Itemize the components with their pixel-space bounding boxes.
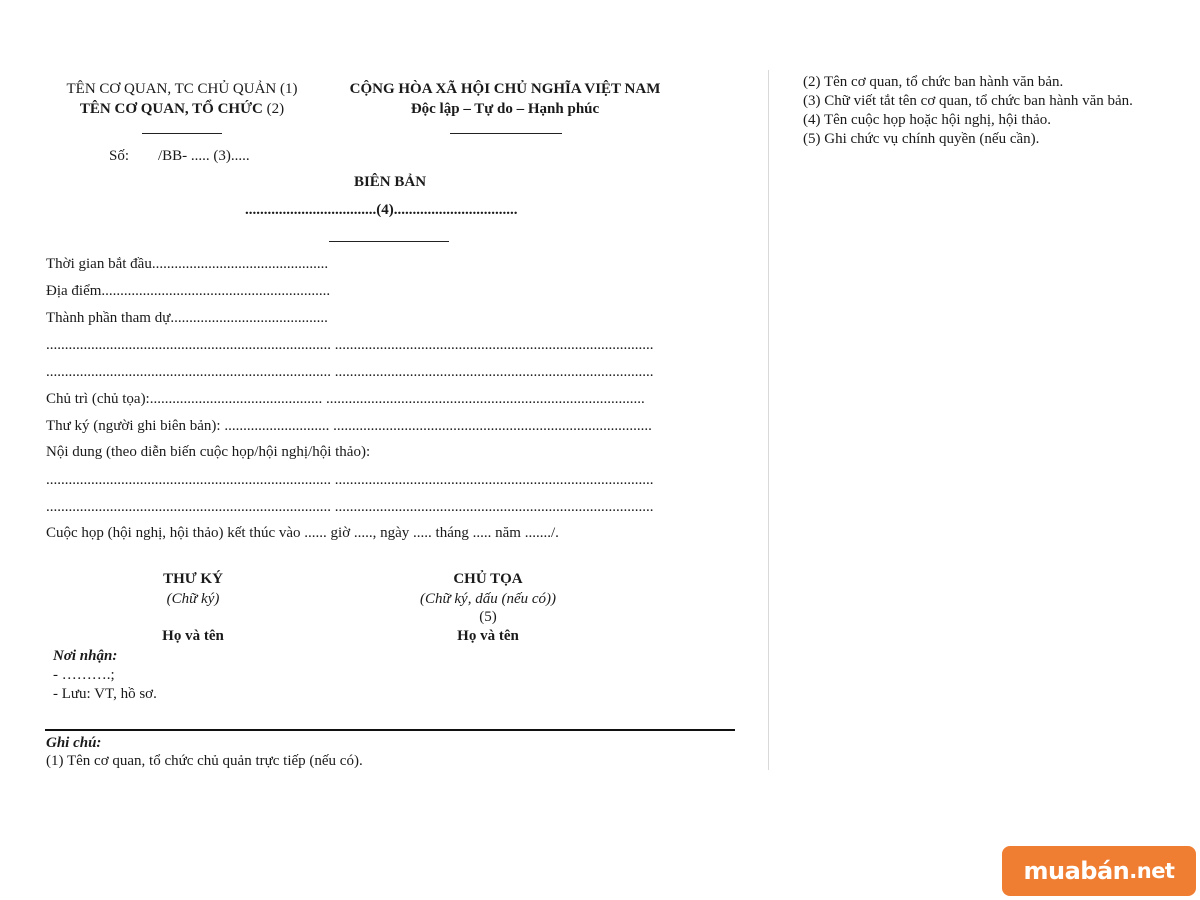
end-time-field: Cuộc họp (hội nghị, hội thảo) kết thúc vào ...... giờ ....., ngày ..... tháng ..... năm ......./. [46, 525, 559, 541]
recipients-label: Nơi nhận: [53, 648, 118, 664]
title-rule [329, 241, 449, 242]
note-item: (2) Tên cơ quan, tổ chức ban hành văn bản. [803, 74, 1064, 90]
secretary-name-label: Họ và tên [162, 628, 224, 644]
logo-brand: muabán [1023, 857, 1130, 885]
muaban-logo [1002, 846, 1196, 896]
doc-number-label: Số: [109, 148, 130, 164]
parent-org-name: TÊN CƠ QUAN, TC CHỦ QUẢN (1) [66, 81, 298, 97]
header-right-rule [450, 133, 562, 134]
content-dots-line-1: ............................................................................ ..................................................................................... [46, 472, 654, 488]
recipient-item: - Lưu: VT, hồ sơ. [53, 686, 157, 702]
chair-signature-ref: (5) [479, 609, 497, 625]
chair-name-label: Họ và tên [457, 628, 519, 644]
participants-field: Thành phần tham dự.......................................... [46, 310, 328, 326]
chair-signature-note: (Chữ ký, dấu (nếu có)) [419, 591, 557, 607]
org-name-line [40, 100, 324, 118]
logo-tld: .net [1129, 859, 1175, 883]
chair-field: Chủ trì (chủ tọa):.............................................. ..................................................................................... [46, 391, 645, 407]
note-item: (3) Chữ viết tắt tên cơ quan, tổ chức ban hành văn bản. [803, 93, 1133, 109]
org-name-note: (2) [262, 101, 285, 117]
content-field: Nội dung (theo diễn biến cuộc họp/hội nghị/hội thảo): [46, 444, 371, 460]
start-time-field: Thời gian bắt đầu............................................... [46, 256, 329, 272]
doc-number-value: /BB- ..... (3)..... [158, 148, 250, 164]
note-item: (5) Ghi chức vụ chính quyền (nếu cần). [803, 131, 1040, 147]
chair-signature-title: CHỦ TỌA [453, 571, 523, 587]
location-field: Địa điểm............................................................. [46, 283, 331, 299]
participants-dots-line-1: ............................................................................ ..................................................................................... [46, 337, 654, 353]
column-separator [768, 70, 769, 770]
header-left-rule [142, 133, 222, 134]
content-dots-line-2: ............................................................................ ..................................................................................... [46, 499, 654, 515]
notes-label: Ghi chú: [46, 735, 102, 751]
participants-dots-line-2: ............................................................................ ..................................................................................... [46, 364, 654, 380]
note-item: (4) Tên cuộc họp hoặc hội nghị, hội thảo. [803, 112, 1051, 128]
notes-divider [45, 729, 735, 731]
org-name: TÊN CƠ QUAN, TỔ CHỨC [79, 101, 263, 117]
country-name: CỘNG HÒA XÃ HỘI CHỦ NGHĨA VIỆT NAM [349, 81, 661, 97]
secretary-signature-title: THƯ KÝ [163, 571, 223, 587]
national-motto: Độc lập – Tự do – Hạnh phúc [410, 101, 600, 117]
recipient-item: - ……….; [53, 667, 115, 683]
secretary-signature-note: (Chữ ký) [166, 591, 220, 607]
document-title: BIÊN BẢN [353, 174, 427, 190]
note-item: (1) Tên cơ quan, tổ chức chủ quản trực tiếp (nếu có). [46, 753, 363, 769]
meeting-name-placeholder: ...................................(4)................................. [245, 202, 518, 218]
secretary-field: Thư ký (người ghi biên bản): ............................ ..................................................................................... [46, 418, 652, 434]
